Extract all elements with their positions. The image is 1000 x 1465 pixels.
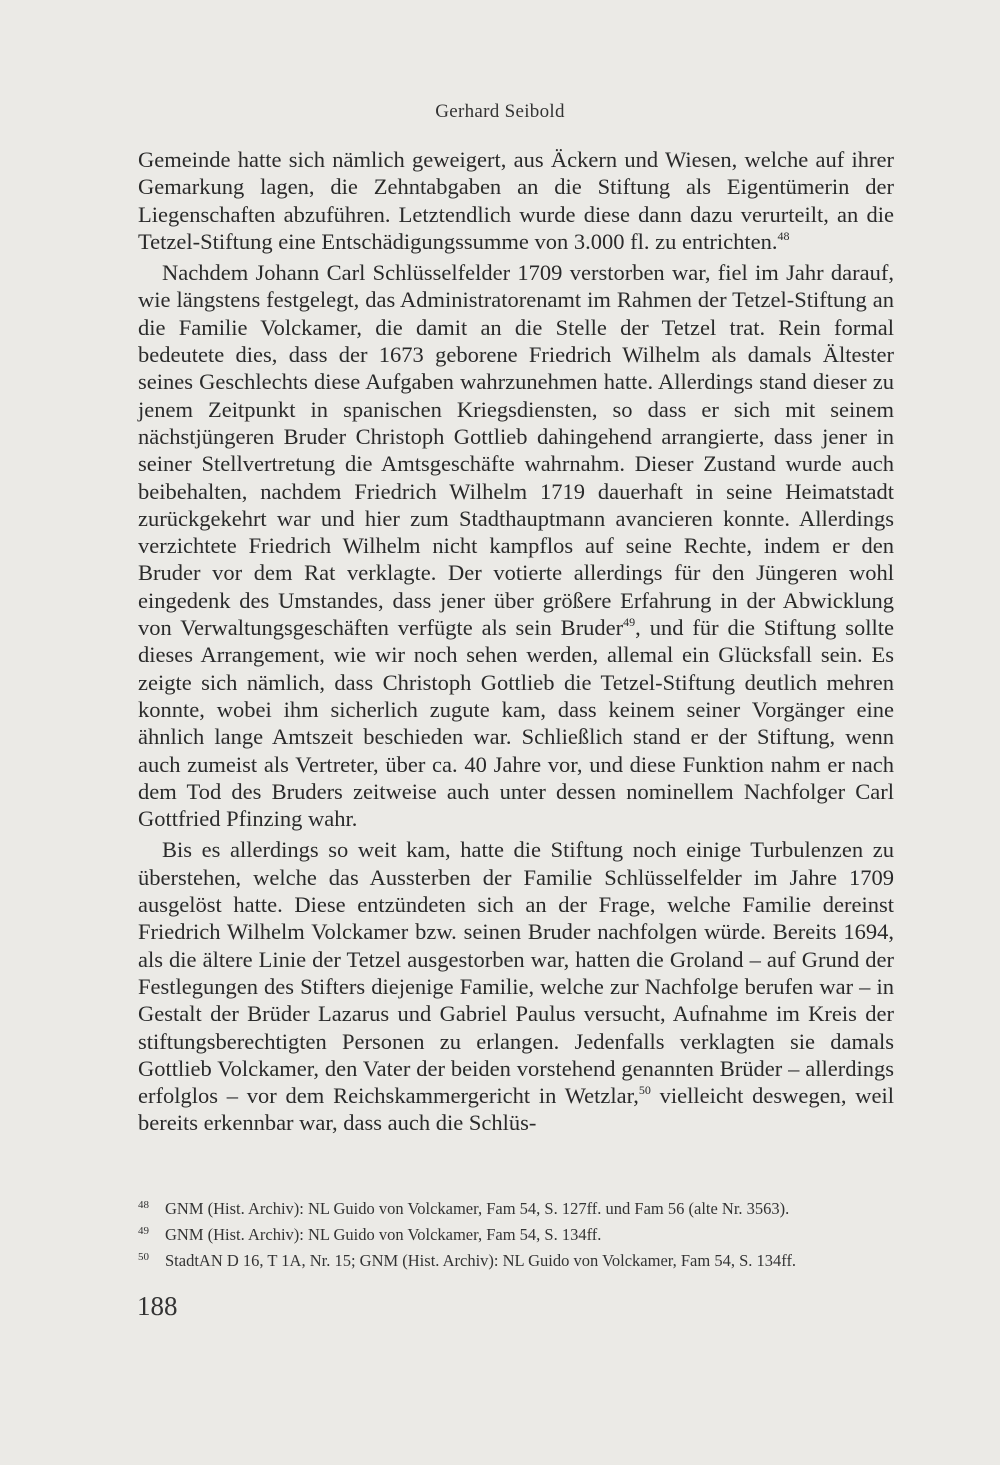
footnote-number: 49 — [138, 1225, 149, 1237]
paragraph-1 — [138, 146, 894, 255]
footnote-text: GNM (Hist. Archiv): NL Guido von Volckamer, Fam 54, S. 134ff. — [165, 1225, 602, 1244]
paragraph-3-text-a: Bis es allerdings so weit kam, hatte die Stiftung noch einige Turbulenzen zu überstehen, welche das Aussterben der Familie Schlüsselfelder im Jahre 1709 ausgelöst hatte. Diese entzündeten sich an der Frage, welche Familie dereinst Friedrich Wilhelm Volckamer bzw. seinen Bruder nachfolgen würde. Bereits 1694, als die ältere Linie der Tetzel ausgestorben war, hatten die Groland – auf Grund der Festlegungen des Stifters diejenige Familie, welche zur Nachfolge berufen war – in Gestalt der Brüder Lazarus und Gabriel Paulus versucht, Aufnahme im Kreis der stiftungsberechtigten Personen zu erlangen. Jedenfalls verklagten sie damals Gottlieb Volckamer, den Vater der beiden vorstehend genannten Brüder – allerdings erfolglos – vor dem Reichskammergericht in Wetzlar, — [138, 837, 894, 1109]
running-header: Gerhard Seibold — [435, 101, 565, 122]
paragraph-3-text-b: vielleicht deswegen, weil bereits erkennbar war, dass auch die Schlüs- — [138, 1083, 895, 1136]
paragraph-3 — [138, 836, 894, 1136]
footnote-number: 50 — [138, 1251, 149, 1263]
body-text — [138, 146, 894, 1137]
footnote-text: StadtAN D 16, T 1A, Nr. 15; GNM (Hist. Archiv): NL Guido von Volckamer, Fam 54, S. 134ff. — [165, 1251, 797, 1270]
paragraph-1-text: Gemeinde hatte sich nämlich geweigert, aus Äckern und Wiesen, welche auf ihrer Gemarkung lagen, die Zehntabgaben an die Stiftung als Eigentümerin der Liegenschaften abzuführen. Letztendlich wurde diese dann dazu verurteilt, an die Tetzel-Stiftung eine Entschädigungssumme von 3.000 fl. zu entrichten. — [138, 147, 894, 254]
footnote — [138, 1197, 898, 1223]
paragraph-2-text-b: , und für die Stiftung sollte dieses Arrangement, wie wir noch sehen werden, allemal ein Glücksfall sein. Es zeigte sich nämlich, dass Christoph Gottlieb die Tetzel-Stiftung deutlich mehren konnte, wobei ihm sicherlich zugute kam, dass keinem seiner Vorgänger eine ähnlich lange Amtszeit beschieden war. Schließlich stand er der Stiftung, wenn auch zumeist als Vertreter, über ca. 40 Jahre vor, und diese Funktion nahm er nach dem Tod des Bruders zeitweise auch unter dessen nominellem Nachfolger Carl Gottfried Pfinzing wahr. — [138, 615, 894, 832]
paragraph-2 — [138, 259, 894, 832]
footnote-ref-50[interactable]: 50 — [638, 1083, 651, 1098]
footnote-ref-49[interactable]: 49 — [623, 615, 636, 630]
footnote-text: GNM (Hist. Archiv): NL Guido von Volckamer, Fam 54, S. 127ff. und Fam 56 (alte Nr. 3563). — [165, 1199, 790, 1218]
footnotes — [138, 1197, 898, 1275]
page-number: 188 — [137, 1291, 178, 1321]
footnote-number: 48 — [138, 1199, 149, 1211]
footnote — [138, 1249, 898, 1275]
footnote-ref-48[interactable]: 48 — [777, 228, 790, 243]
paragraph-2-text-a: Nachdem Johann Carl Schlüsselfelder 1709 verstorben war, fiel im Jahr darauf, wie längstens festgelegt, das Administratorenamt im Rahmen der Tetzel-Stiftung an die Familie Volckamer, die damit an die Stelle der Tetzel trat. Rein formal bedeutete dies, dass der 1673 geborene Friedrich Wilhelm als damals Ältester seines Geschlechts diese Aufgaben wahrzunehmen hatte. Allerdings stand dieser zu jenem Zeitpunkt in spanischen Kriegsdiensten, so dass er sich mit seinem nächstjüngeren Bruder Christoph Gottlieb dahingehend arrangierte, dass jener in seiner Stellvertretung die Amtsgeschäfte wahrnahm. Dieser Zustand wurde auch beibehalten, nachdem Friedrich Wilhelm 1719 dauerhaft in seine Heimatstadt zurückgekehrt war und hier zum Stadthauptmann avancieren konnte. Allerdings verzichtete Friedrich Wilhelm nicht kampflos auf seine Rechte, indem er den Bruder vor dem Rat verklagte. Der votierte allerdings für den Jüngeren wohl eingedenk des Umstandes, dass jener über größere Erfahrung in der Abwicklung von Verwaltungsgeschäften verfügte als sein Bruder — [138, 260, 894, 641]
footnote — [138, 1223, 898, 1249]
